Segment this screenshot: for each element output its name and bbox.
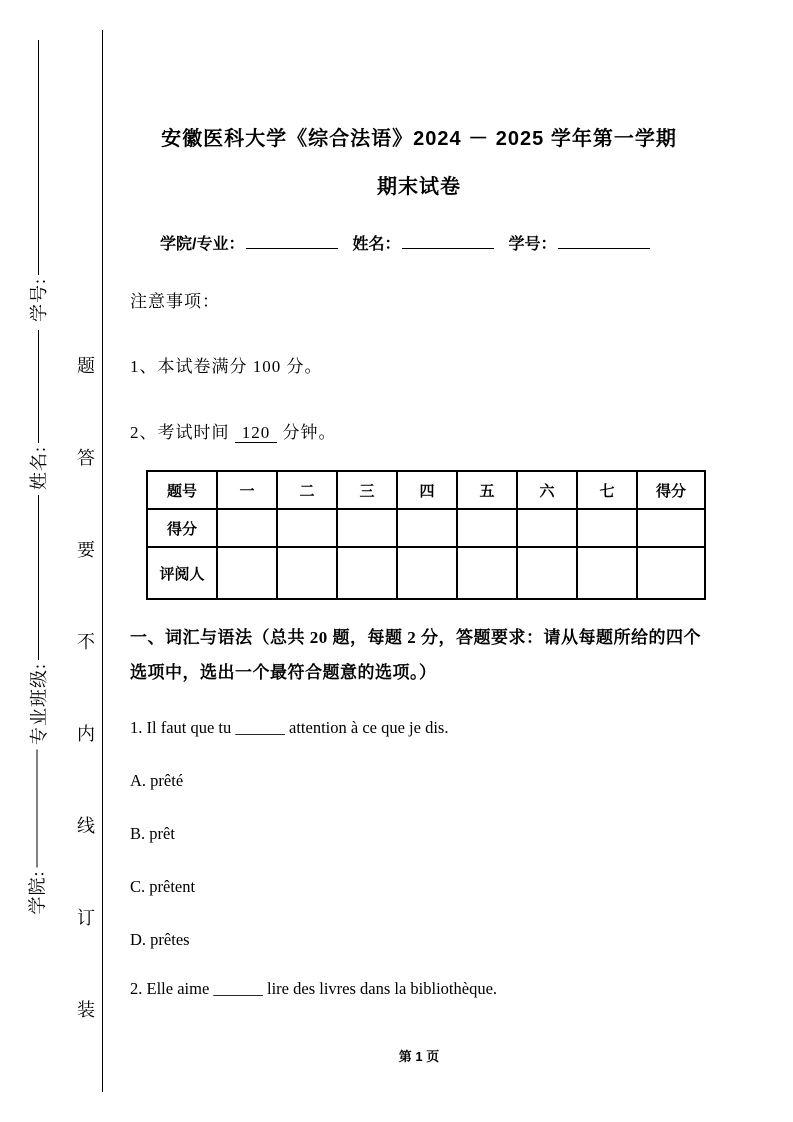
notice-heading: 注意事项： xyxy=(130,292,220,311)
score-table-header-cell: 五 xyxy=(457,471,517,509)
question-1: 1. Il faut que tu ______ attention à ce que je dis. xyxy=(130,718,449,737)
question-1-option-c: C. prêtent xyxy=(130,877,196,896)
score-cell xyxy=(637,509,705,547)
reviewer-row-label: 评阅人 xyxy=(147,547,217,599)
score-cell xyxy=(517,509,577,547)
margin-field-college-label: 学院: xyxy=(27,870,48,915)
question-1-option-d: D. prêtes xyxy=(130,930,190,949)
margin-field-name-label: 姓名: xyxy=(29,445,49,490)
score-table-header-cell: 七 xyxy=(577,471,637,509)
binding-char: 答 xyxy=(77,448,95,468)
name-label: 姓名： xyxy=(352,236,401,253)
margin-field-class-blank xyxy=(38,495,39,660)
exam-title-line2: 期末试卷 xyxy=(377,176,461,198)
section-1-heading: 一、词汇与语法（总共 20 题，每题 2 分，答题要求：请从每题所给的四个选项中，选出一个最符合题意的选项。） xyxy=(130,628,701,682)
reviewer-cell xyxy=(517,547,577,599)
binding-char: 题 xyxy=(77,356,95,376)
margin-field-student-id xyxy=(28,40,48,322)
student-info-line xyxy=(130,231,708,253)
reviewer-cell xyxy=(577,547,637,599)
reviewer-cell xyxy=(397,547,457,599)
margin-field-name-blank xyxy=(38,330,39,443)
student-id-blank xyxy=(558,234,650,249)
score-table-header-cell: 六 xyxy=(517,471,577,509)
binding-char: 要 xyxy=(77,540,95,560)
score-table-header-cell: 题号 xyxy=(147,471,217,509)
score-cell xyxy=(577,509,637,547)
score-table-header-cell: 三 xyxy=(337,471,397,509)
exam-duration-value: 120 xyxy=(235,423,278,443)
score-table-reviewer-row xyxy=(147,547,705,599)
reviewer-cell xyxy=(457,547,517,599)
question-2: 2. Elle aime ______ lire des livres dans la bibliothèque. xyxy=(130,979,498,998)
exam-content xyxy=(130,125,708,1000)
margin-field-class-label: 专业班级: xyxy=(29,662,49,745)
score-cell xyxy=(277,509,337,547)
notice-item-2-prefix: 2、考试时间 xyxy=(130,423,230,442)
binding-rule-line xyxy=(102,30,103,1092)
score-cell xyxy=(397,509,457,547)
binding-char: 内 xyxy=(77,724,95,744)
score-table-header-cell: 四 xyxy=(397,471,457,509)
margin-field-student-id-blank xyxy=(38,40,39,275)
reviewer-cell xyxy=(217,547,277,599)
score-table-header-cell: 二 xyxy=(277,471,337,509)
score-table-header-cell: 得分 xyxy=(637,471,705,509)
question-1-option-b: B. prêt xyxy=(130,824,175,843)
name-blank xyxy=(402,234,494,249)
notice-item-1: 1、本试卷满分 100 分。 xyxy=(130,357,323,376)
reviewer-cell xyxy=(277,547,337,599)
score-table-score-row xyxy=(147,509,705,547)
margin-field-name xyxy=(28,330,48,490)
score-row-label: 得分 xyxy=(147,509,217,547)
question-1-option-a: A. prêté xyxy=(130,771,184,790)
margin-field-student-id-label: 学号: xyxy=(29,277,49,322)
margin-field-class xyxy=(28,495,48,745)
notice-item-2-suffix: 分钟。 xyxy=(282,423,337,442)
binding-char: 线 xyxy=(77,816,95,836)
reviewer-cell xyxy=(337,547,397,599)
binding-line-text xyxy=(74,352,98,1022)
binding-char: 订 xyxy=(77,908,95,928)
college-major-blank xyxy=(246,234,338,249)
score-table-header-row xyxy=(147,471,705,509)
binding-char: 不 xyxy=(77,632,95,652)
binding-char: 装 xyxy=(77,1000,95,1020)
college-major-label: 学院/专业： xyxy=(160,236,245,253)
score-table-header-cell: 一 xyxy=(217,471,277,509)
reviewer-cell xyxy=(637,547,705,599)
notice-item-2 xyxy=(130,422,708,444)
score-table xyxy=(146,470,706,600)
student-id-label: 学号： xyxy=(508,236,557,253)
score-cell xyxy=(337,509,397,547)
score-cell xyxy=(217,509,277,547)
score-cell xyxy=(457,509,517,547)
exam-title-line1: 安徽医科大学《综合法语》2024 － 2025 学年第一学期 xyxy=(161,128,677,150)
margin-field-college xyxy=(27,750,47,915)
margin-field-college-blank xyxy=(36,750,37,868)
page-number: 第 1 页 xyxy=(398,1049,440,1064)
